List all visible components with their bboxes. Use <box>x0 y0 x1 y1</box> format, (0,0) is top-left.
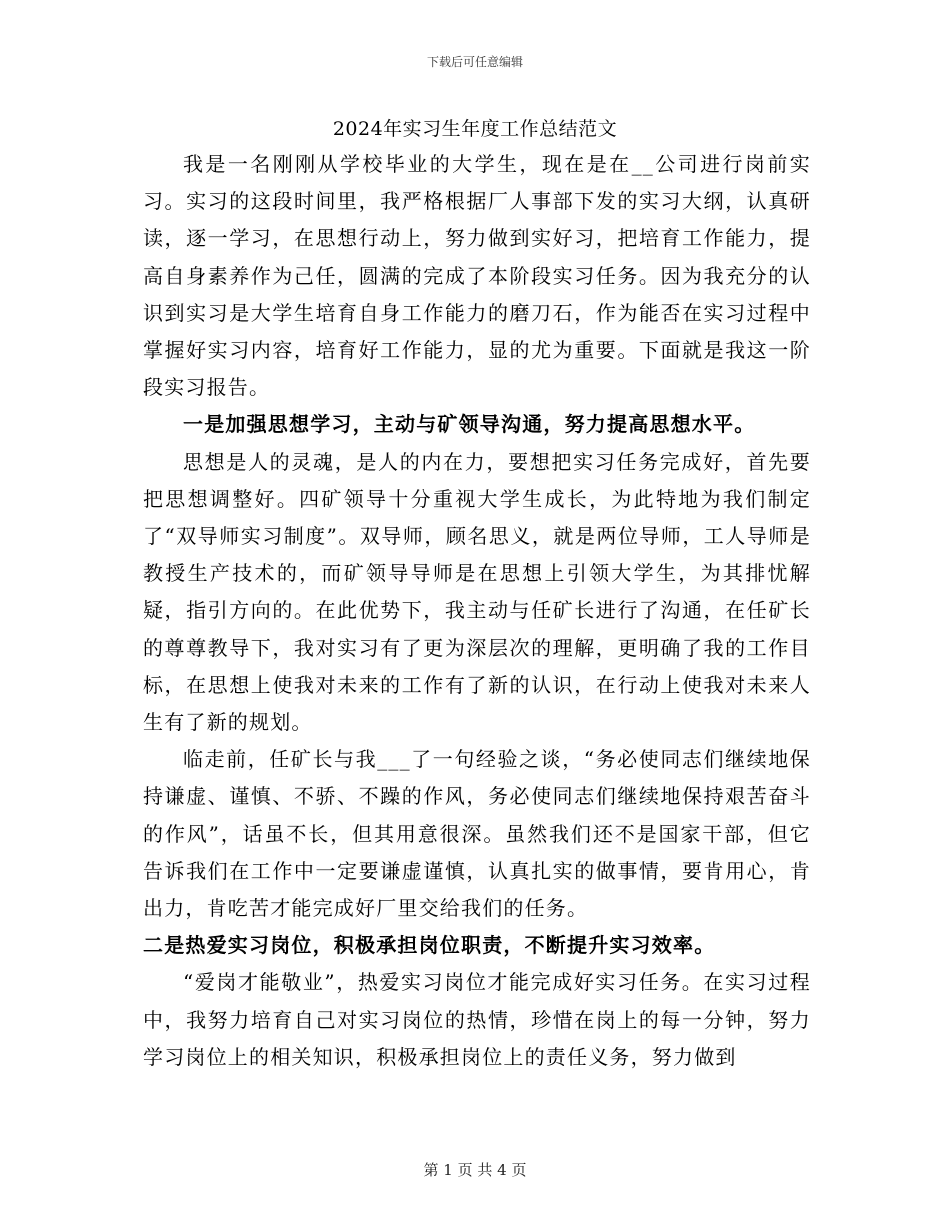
section-heading-2: 二是热爱实习岗位，积极承担岗位职责，不断提升实习效率。 <box>143 933 716 958</box>
document-body <box>143 146 811 1076</box>
section-heading-1: 一是加强思想学习，主动与矿领导沟通，努力提高思想水平。 <box>183 412 756 437</box>
page-number-footer: 第 1 页 共 4 页 <box>423 1161 527 1179</box>
paragraph-section-1: 思想是人的灵魂，是人的内在力，要想把实习任务完成好，首先要把思想调整好。四矿领导十分重视大学生成长，为此特地为我们制定了“双导师实习制度”。双导师，顾名思义，就是两位导师，工人导师是教授生产技术的，而矿领导导师是在思想上引领大学生，为其排忧解疑，指引方向的。在此优势下，我主动与任矿长进行了沟通，在任矿长的尊尊教导下，我对实习有了更为深层次的理解，更明确了我的工作目标，在思想上使我对未来的工作有了新的认识，在行动上使我对未来人生有了新的规划。 <box>143 449 811 735</box>
paragraph-section-1-quote: 临走前，任矿长与我___了一句经验之谈，“务必使同志们继续地保持谦虚、谨慎、不骄、不躁的作风，务必使同志们继续地保持艰苦奋斗的作风”，话虽不长，但其用意很深。虽然我们还不是国家干部，但它告诉我们在工作中一定要谦虚谨慎，认真扎实的做事情，要肯用心，肯出力，肯吃苦才能完成好厂里交给我们的任务。 <box>143 747 811 921</box>
document-title: 2024年实习生年度工作总结范文 <box>332 118 618 140</box>
page-header-note: 下载后可任意编辑 <box>426 55 523 69</box>
paragraph-section-2: “爱岗才能敬业”，热爱实习岗位才能完成好实习任务。在实习过程中，我努力培育自己对实习岗位的热情，珍惜在岗上的每一分钟，努力学习岗位上的相关知识，积极承担岗位上的责任义务，努力做到 <box>143 970 811 1069</box>
paragraph-intro: 我是一名刚刚从学校毕业的大学生，现在是在__公司进行岗前实习。实习的这段时间里，我严格根据厂人事部下发的实习大纲，认真研读，逐一学习，在思想行动上，努力做到实好习，把培育工作能力，提高自身素养作为己任，圆满的完成了本阶段实习任务。因为我充分的认识到实习是大学生培育自身工作能力的磨刀石，作为能否在实习过程中掌握好实习内容，培育好工作能力，显的尤为重要。下面就是我这一阶段实习报告。 <box>143 152 811 400</box>
